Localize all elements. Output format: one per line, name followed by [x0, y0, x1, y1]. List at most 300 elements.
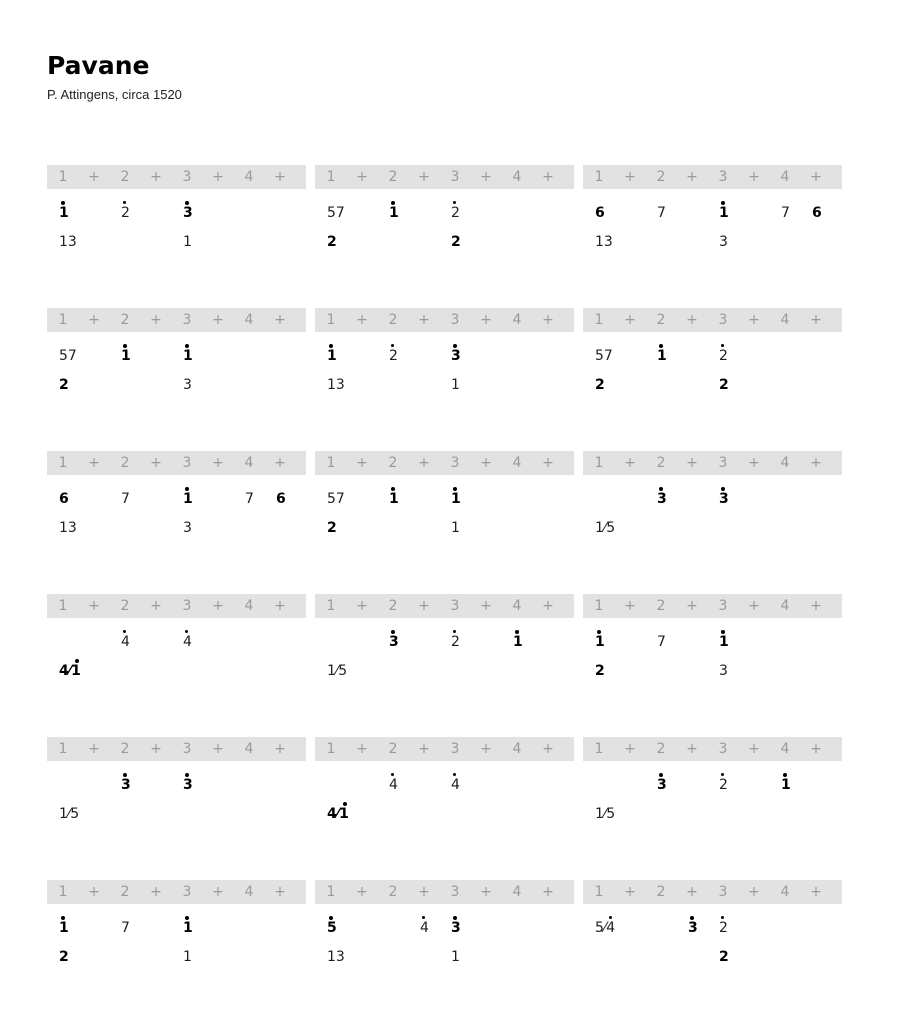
- beat-label: +: [748, 741, 760, 757]
- beat-label: 2: [656, 598, 666, 614]
- beat-label: +: [212, 455, 224, 471]
- note: 1: [389, 491, 399, 507]
- beat-label: 1: [594, 455, 604, 471]
- beat-label: +: [88, 884, 100, 900]
- octave-dot: [185, 487, 189, 491]
- beat-label: 1: [594, 312, 604, 328]
- beat-label: 4: [780, 741, 790, 757]
- beat-label: 3: [718, 741, 728, 757]
- beat-label: +: [150, 312, 162, 328]
- beat-label: +: [542, 741, 554, 757]
- beat-count-bar: [315, 308, 574, 332]
- note: 13: [59, 234, 77, 250]
- beat-label: +: [274, 884, 286, 900]
- measure: [47, 308, 306, 418]
- beat-label: 3: [182, 455, 192, 471]
- beat-label: +: [88, 741, 100, 757]
- beat-label: 3: [718, 884, 728, 900]
- octave-dot: [391, 201, 395, 205]
- measure: [315, 880, 574, 990]
- beat-count-bar: [583, 880, 842, 904]
- octave-dot: [597, 630, 601, 634]
- composer-line: P. Attingens, circa 1520: [47, 87, 182, 102]
- note: 1: [59, 205, 69, 221]
- beat-label: 3: [182, 169, 192, 185]
- beat-label: +: [88, 169, 100, 185]
- note: 57: [59, 348, 77, 364]
- note: 3: [688, 920, 698, 936]
- beat-label: +: [480, 169, 492, 185]
- beat-count-bar: [47, 451, 306, 475]
- beat-label: +: [480, 312, 492, 328]
- beat-label: +: [356, 884, 368, 900]
- note: 3: [451, 920, 461, 936]
- octave-dot: [453, 201, 456, 204]
- beat-count-bar: [47, 594, 306, 618]
- beat-label: 4: [780, 884, 790, 900]
- beat-label: +: [274, 169, 286, 185]
- note: 2: [719, 377, 729, 393]
- measure: [47, 451, 306, 561]
- measure: [583, 880, 842, 990]
- measure: [47, 737, 306, 847]
- beat-label: +: [88, 455, 100, 471]
- beat-label: 3: [450, 169, 460, 185]
- octave-dot: [721, 773, 724, 776]
- beat-label: 2: [656, 455, 666, 471]
- beat-label: +: [748, 884, 760, 900]
- note: 2: [719, 348, 728, 364]
- note: 1⁄5: [327, 663, 348, 679]
- beat-label: +: [356, 598, 368, 614]
- beat-label: +: [212, 312, 224, 328]
- note: 3: [183, 520, 192, 536]
- beat-label: 3: [450, 884, 460, 900]
- beat-label: 4: [512, 312, 522, 328]
- beat-label: +: [150, 598, 162, 614]
- beat-label: 2: [120, 455, 130, 471]
- note: 2: [451, 205, 460, 221]
- octave-dot: [659, 344, 663, 348]
- beat-count-bar: [583, 451, 842, 475]
- note: 3: [389, 634, 399, 650]
- beat-label: 2: [120, 741, 130, 757]
- beat-label: 1: [326, 884, 336, 900]
- note: 57: [595, 348, 613, 364]
- beat-label: +: [150, 741, 162, 757]
- beat-label: 2: [388, 455, 398, 471]
- note: 6: [276, 491, 286, 507]
- beat-count-bar: [47, 880, 306, 904]
- octave-dot: [185, 344, 189, 348]
- measure: [315, 308, 574, 418]
- note: 1: [781, 777, 791, 793]
- beat-label: +: [624, 455, 636, 471]
- beat-label: +: [542, 598, 554, 614]
- beat-label: +: [480, 741, 492, 757]
- note: 1: [719, 205, 729, 221]
- octave-dot: [391, 773, 394, 776]
- note: 3: [719, 491, 729, 507]
- beat-label: +: [686, 455, 698, 471]
- beat-label: +: [748, 455, 760, 471]
- note: 1: [183, 920, 193, 936]
- piece-title: Pavane: [47, 51, 150, 80]
- note: 7: [121, 491, 130, 507]
- beat-label: +: [418, 312, 430, 328]
- note: 1: [183, 491, 193, 507]
- octave-dot: [659, 773, 663, 777]
- note: 1: [451, 949, 460, 965]
- beat-label: 4: [780, 312, 790, 328]
- beat-label: 3: [182, 884, 192, 900]
- beat-label: +: [686, 169, 698, 185]
- beat-label: 1: [326, 598, 336, 614]
- octave-dot: [343, 802, 347, 806]
- beat-label: 4: [512, 598, 522, 614]
- octave-dot: [783, 773, 787, 777]
- note: 4: [420, 920, 429, 936]
- beat-label: 1: [326, 169, 336, 185]
- note: 57: [327, 491, 345, 507]
- beat-label: 1: [58, 312, 68, 328]
- beat-label: +: [480, 455, 492, 471]
- note: 2: [595, 377, 605, 393]
- beat-label: 2: [120, 884, 130, 900]
- note: 1⁄5: [595, 806, 616, 822]
- note: 7: [657, 205, 666, 221]
- beat-count-bar: [583, 737, 842, 761]
- beat-label: 1: [58, 169, 68, 185]
- note: 7: [245, 491, 254, 507]
- note: 13: [327, 949, 345, 965]
- note: 2: [389, 348, 398, 364]
- octave-dot: [329, 344, 333, 348]
- beat-label: 3: [718, 455, 728, 471]
- note: 2: [595, 663, 605, 679]
- octave-dot: [123, 344, 127, 348]
- note: 3: [657, 777, 667, 793]
- beat-label: +: [150, 884, 162, 900]
- note: 4: [451, 777, 460, 793]
- beat-label: +: [274, 741, 286, 757]
- beat-label: 1: [594, 598, 604, 614]
- beat-label: 1: [594, 169, 604, 185]
- note: 4⁄1: [59, 663, 81, 679]
- beat-label: +: [212, 169, 224, 185]
- beat-label: +: [480, 598, 492, 614]
- beat-label: +: [624, 884, 636, 900]
- octave-dot: [391, 344, 394, 347]
- beat-count-bar: [47, 165, 306, 189]
- beat-label: +: [624, 169, 636, 185]
- note: 6: [595, 205, 605, 221]
- beat-label: +: [810, 169, 822, 185]
- note: 6: [812, 205, 822, 221]
- note: 1: [327, 348, 337, 364]
- beat-label: +: [418, 455, 430, 471]
- note: 13: [59, 520, 77, 536]
- measure: [583, 451, 842, 561]
- note: 3: [657, 491, 667, 507]
- octave-dot: [690, 916, 694, 920]
- measure: [47, 594, 306, 704]
- note: 2: [327, 234, 337, 250]
- beat-label: +: [810, 741, 822, 757]
- note: 7: [657, 634, 666, 650]
- beat-label: +: [686, 884, 698, 900]
- beat-label: 4: [780, 455, 790, 471]
- beat-label: 4: [512, 741, 522, 757]
- beat-label: 1: [58, 598, 68, 614]
- beat-label: +: [356, 169, 368, 185]
- beat-label: 2: [388, 884, 398, 900]
- beat-label: 3: [718, 598, 728, 614]
- beat-label: 3: [450, 598, 460, 614]
- beat-label: +: [418, 884, 430, 900]
- beat-label: 4: [512, 169, 522, 185]
- beat-label: +: [150, 169, 162, 185]
- octave-dot: [123, 630, 126, 633]
- note: 5: [327, 920, 337, 936]
- beat-label: +: [624, 312, 636, 328]
- note: 1: [183, 234, 192, 250]
- beat-label: 2: [120, 169, 130, 185]
- note: 13: [327, 377, 345, 393]
- octave-dot: [721, 201, 725, 205]
- beat-label: +: [624, 598, 636, 614]
- note: 1: [451, 491, 461, 507]
- measure: [315, 594, 574, 704]
- measure: [315, 451, 574, 561]
- beat-label: 1: [58, 455, 68, 471]
- note: 5⁄4: [595, 920, 616, 936]
- note: 1: [513, 634, 523, 650]
- beat-label: +: [212, 884, 224, 900]
- measure: [583, 594, 842, 704]
- beat-label: 2: [120, 312, 130, 328]
- beat-count-bar: [315, 165, 574, 189]
- beat-count-bar: [315, 451, 574, 475]
- beat-label: 4: [512, 884, 522, 900]
- octave-dot: [721, 916, 724, 919]
- beat-count-bar: [583, 594, 842, 618]
- measure: [315, 737, 574, 847]
- note: 3: [121, 777, 131, 793]
- beat-label: 1: [58, 884, 68, 900]
- note: 7: [781, 205, 790, 221]
- beat-label: +: [810, 312, 822, 328]
- note: 3: [183, 377, 192, 393]
- note: 2: [59, 949, 69, 965]
- beat-label: +: [686, 741, 698, 757]
- beat-label: +: [686, 598, 698, 614]
- beat-count-bar: [47, 737, 306, 761]
- note: 2: [327, 520, 337, 536]
- beat-label: +: [212, 741, 224, 757]
- beat-count-bar: [47, 308, 306, 332]
- beat-count-bar: [583, 165, 842, 189]
- note: 1: [657, 348, 667, 364]
- beat-label: +: [686, 312, 698, 328]
- beat-label: +: [274, 455, 286, 471]
- beat-label: 4: [244, 884, 254, 900]
- beat-count-bar: [315, 880, 574, 904]
- beat-label: +: [748, 598, 760, 614]
- note: 1⁄5: [595, 520, 616, 536]
- beat-label: 3: [182, 741, 192, 757]
- measure: [47, 165, 306, 275]
- note: 4: [389, 777, 398, 793]
- beat-label: 1: [58, 741, 68, 757]
- beat-label: 4: [244, 169, 254, 185]
- note: 2: [719, 777, 728, 793]
- note: 1: [719, 634, 729, 650]
- measure: [583, 165, 842, 275]
- beat-count-bar: [583, 308, 842, 332]
- beat-label: +: [418, 741, 430, 757]
- measure: [315, 165, 574, 275]
- beat-label: +: [356, 741, 368, 757]
- beat-label: +: [810, 598, 822, 614]
- note: 1: [389, 205, 399, 221]
- note: 7: [121, 920, 130, 936]
- octave-dot: [123, 201, 126, 204]
- beat-label: +: [748, 169, 760, 185]
- beat-label: +: [542, 169, 554, 185]
- octave-dot: [61, 201, 65, 205]
- octave-dot: [453, 487, 457, 491]
- note: 3: [719, 663, 728, 679]
- note: 13: [595, 234, 613, 250]
- beat-label: +: [480, 884, 492, 900]
- beat-label: 3: [718, 169, 728, 185]
- beat-label: 3: [718, 312, 728, 328]
- octave-dot: [453, 773, 456, 776]
- note: 3: [719, 234, 728, 250]
- beat-label: +: [810, 884, 822, 900]
- octave-dot: [609, 916, 612, 919]
- beat-label: 3: [450, 312, 460, 328]
- beat-label: +: [542, 312, 554, 328]
- octave-dot: [61, 916, 65, 920]
- note: 1: [451, 377, 460, 393]
- beat-label: 2: [656, 741, 666, 757]
- note: 2: [121, 205, 130, 221]
- note: 4⁄1: [327, 806, 349, 822]
- beat-count-bar: [315, 594, 574, 618]
- octave-dot: [185, 630, 188, 633]
- beat-label: +: [542, 884, 554, 900]
- octave-dot: [185, 773, 189, 777]
- beat-label: 1: [326, 455, 336, 471]
- note: 1: [451, 520, 460, 536]
- note: 4: [183, 634, 192, 650]
- beat-label: 1: [326, 741, 336, 757]
- beat-label: +: [542, 455, 554, 471]
- note: 2: [719, 949, 729, 965]
- beat-label: 3: [450, 741, 460, 757]
- note: 3: [183, 777, 193, 793]
- note: 3: [183, 205, 193, 221]
- beat-label: +: [356, 312, 368, 328]
- beat-label: +: [748, 312, 760, 328]
- note: 2: [719, 920, 728, 936]
- octave-dot: [329, 916, 333, 920]
- beat-label: 4: [780, 169, 790, 185]
- octave-dot: [453, 344, 457, 348]
- beat-label: +: [810, 455, 822, 471]
- octave-dot: [453, 630, 456, 633]
- note: 57: [327, 205, 345, 221]
- beat-label: +: [88, 312, 100, 328]
- octave-dot: [721, 487, 725, 491]
- octave-dot: [123, 773, 127, 777]
- beat-label: +: [274, 598, 286, 614]
- beat-label: 2: [656, 884, 666, 900]
- octave-dot: [721, 344, 724, 347]
- beat-label: 1: [594, 741, 604, 757]
- beat-label: 1: [326, 312, 336, 328]
- beat-label: 4: [244, 741, 254, 757]
- beat-label: 4: [512, 455, 522, 471]
- octave-dot: [391, 630, 395, 634]
- beat-label: +: [212, 598, 224, 614]
- octave-dot: [515, 630, 519, 634]
- beat-label: +: [418, 169, 430, 185]
- beat-label: +: [274, 312, 286, 328]
- octave-dot: [185, 916, 189, 920]
- note: 1: [595, 634, 605, 650]
- octave-dot: [422, 916, 425, 919]
- beat-label: 2: [388, 312, 398, 328]
- beat-label: 4: [780, 598, 790, 614]
- beat-label: 3: [182, 312, 192, 328]
- note: 1: [59, 920, 69, 936]
- note: 1: [183, 348, 193, 364]
- note: 3: [451, 348, 461, 364]
- beat-label: 2: [656, 312, 666, 328]
- octave-dot: [721, 630, 725, 634]
- measure: [583, 308, 842, 418]
- octave-dot: [659, 487, 663, 491]
- note: 2: [59, 377, 69, 393]
- beat-label: 4: [244, 598, 254, 614]
- beat-label: 3: [182, 598, 192, 614]
- beat-label: 2: [388, 598, 398, 614]
- beat-label: 2: [656, 169, 666, 185]
- beat-label: 2: [120, 598, 130, 614]
- measure: [47, 880, 306, 990]
- beat-label: +: [150, 455, 162, 471]
- beat-label: +: [624, 741, 636, 757]
- beat-label: +: [356, 455, 368, 471]
- note: 1: [183, 949, 192, 965]
- beat-label: 1: [594, 884, 604, 900]
- octave-dot: [391, 487, 395, 491]
- note: 4: [121, 634, 130, 650]
- measure: [583, 737, 842, 847]
- octave-dot: [75, 659, 79, 663]
- note: 6: [59, 491, 69, 507]
- beat-label: 2: [388, 169, 398, 185]
- note: 1⁄5: [59, 806, 80, 822]
- octave-dot: [185, 201, 189, 205]
- note: 2: [451, 634, 460, 650]
- beat-label: +: [418, 598, 430, 614]
- beat-label: 3: [450, 455, 460, 471]
- beat-count-bar: [315, 737, 574, 761]
